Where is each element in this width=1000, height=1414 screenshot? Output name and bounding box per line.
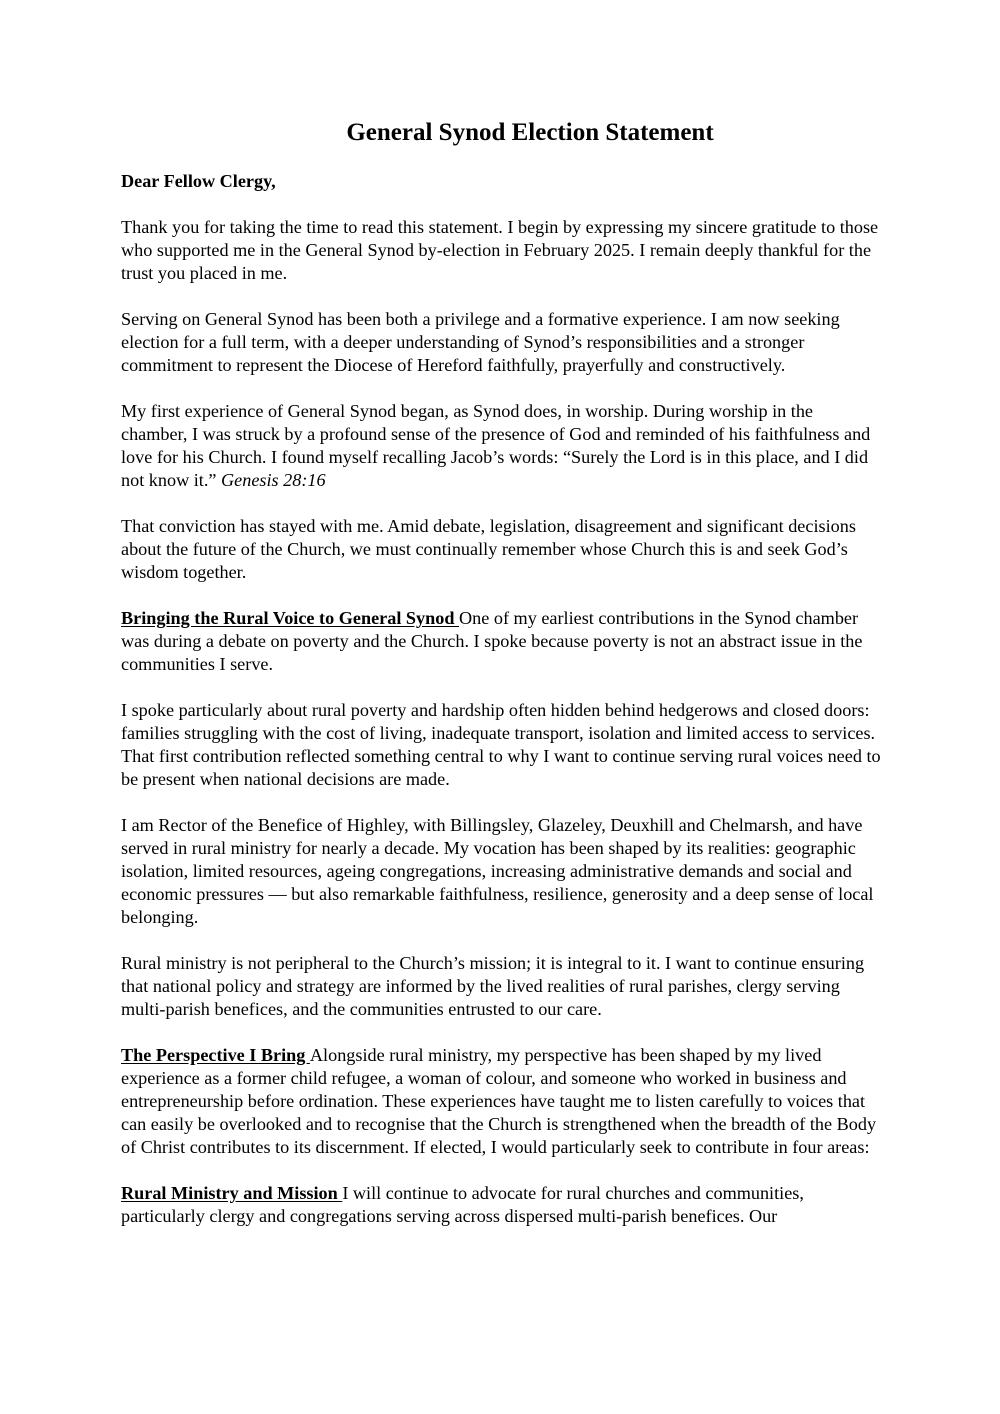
paragraph-text: One of my earliest contributions in the Synod chamber was during a debate on poverty and the Church. I spoke because poverty is not an abstract issue in the communities I serve.	[121, 608, 863, 674]
paragraph-serving	[121, 308, 883, 377]
paragraph-text: My first experience of General Synod began, as Synod does, in worship. During worship in the chamber, I was struck by a profound sense of the presence of God and reminded of his faithfulness and love for his Church. I found myself recalling Jacob’s words: “Surely the Lord is in this place, and I did not know it.”	[121, 401, 871, 490]
section-heading-rural-mission: Rural Ministry and Mission	[121, 1183, 343, 1203]
paragraph-rural-mission	[121, 1182, 883, 1228]
paragraph-gratitude	[121, 216, 883, 285]
document-title: General Synod Election Statement	[346, 119, 714, 146]
paragraph-text: I am Rector of the Benefice of Highley, with Billingsley, Glazeley, Deuxhill and Chelmarsh, and have served in rural ministry for nearly a decade. My vocation has been shaped by its realities: geographic isolation, limited resources, ageing congregations, increasing administrative demands and social and economic pressures — but also remarkable faithfulness, resilience, generosity and a deep sense of local belonging.	[121, 815, 874, 927]
paragraph-conviction	[121, 515, 883, 584]
section-heading-rural-voice: Bringing the Rural Voice to General Synod	[121, 608, 460, 628]
paragraph-text: Serving on General Synod has been both a privilege and a formative experience. I am now seeking election for a full term, with a deeper understanding of Synod’s responsibilities and a stronger commitment to represent the Diocese of Hereford faithfully, prayerfully and constructively.	[121, 309, 840, 375]
document-page	[121, 118, 883, 1251]
paragraph-rural-ministry	[121, 952, 883, 1021]
salutation: Dear Fellow Clergy,	[121, 171, 276, 191]
paragraph-text: I spoke particularly about rural poverty and hardship often hidden behind hedgerows and closed doors: families struggling with the cost of living, inadequate transport, isolation and limited access to services. That first contribution reflected something central to why I want to continue serving rural voices need to be present when national decisions are made.	[121, 700, 881, 789]
section-heading-perspective: The Perspective I Bring	[121, 1045, 310, 1065]
paragraph-rector	[121, 814, 883, 929]
paragraph-text: Rural ministry is not peripheral to the Church’s mission; it is integral to it. I want to continue ensuring that national policy and strategy are informed by the lived realities of rural parishes, clergy serving multi-parish benefices, and the communities entrusted to our care.	[121, 953, 865, 1019]
paragraph-first-experience	[121, 400, 883, 492]
paragraph-text: I will continue to advocate for rural churches and communities, particularly clergy and congregations serving across dispersed multi-parish benefices. Our	[121, 1183, 804, 1226]
scripture-citation: Genesis 28:16	[221, 470, 326, 490]
paragraph-perspective	[121, 1044, 883, 1159]
paragraph-text: Thank you for taking the time to read this statement. I begin by expressing my sincere gratitude to those who supported me in the General Synod by-election in February 2025. I remain deeply thankful for the trust you placed in me.	[121, 217, 879, 283]
paragraph-text: Alongside rural ministry, my perspective has been shaped by my lived experience as a former child refugee, a woman of colour, and someone who worked in business and entrepreneurship before ordination. These experiences have taught me to listen carefully to voices that can easily be overlooked and to recognise that the Church is strengthened when the breadth of the Body of Christ contributes to its discernment. If elected, I would particularly seek to contribute in four areas:	[121, 1045, 877, 1157]
paragraph-rural-poverty	[121, 699, 883, 791]
paragraph-text: That conviction has stayed with me. Amid debate, legislation, disagreement and significant decisions about the future of the Church, we must continually remember whose Church this is and seek God’s wisdom together.	[121, 516, 856, 582]
paragraph-rural-voice	[121, 607, 883, 676]
